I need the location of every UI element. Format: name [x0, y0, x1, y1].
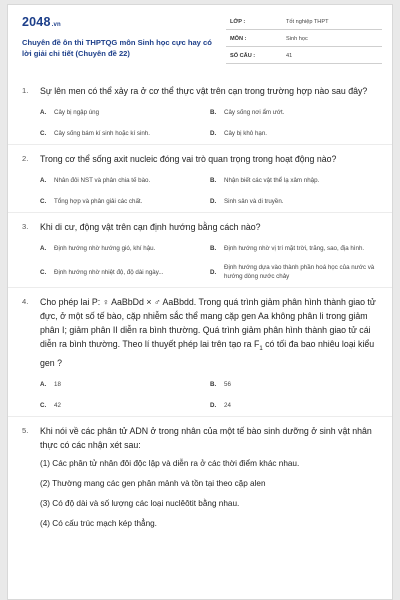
option-text: Định hướng nhờ hướng gió, khí hậu.	[54, 245, 156, 252]
question-number: 2.	[22, 154, 29, 163]
option-letter: A.	[40, 109, 47, 116]
option-letter: C.	[40, 401, 47, 409]
option-letter: B.	[210, 177, 217, 184]
question-1	[8, 77, 392, 144]
option-b[interactable]	[210, 244, 380, 253]
question-5	[8, 416, 392, 544]
option-letter: C.	[40, 198, 47, 205]
meta-grade	[226, 16, 382, 30]
question-text: Trong cơ thể sống axit nucleic đóng vai trò quan trọng trong hoạt động nào?	[40, 154, 337, 164]
option-b[interactable]	[210, 380, 380, 389]
meta-subject	[226, 33, 382, 47]
option-c[interactable]	[40, 401, 210, 410]
statement-4: (4) Có cấu trúc mạch kép thẳng.	[40, 518, 157, 528]
question-3	[8, 212, 392, 287]
statement-1: (1) Các phân tử nhân đôi độc lập và diễn ra ở các thời điểm khác nhau.	[40, 458, 300, 468]
meta-value: Tốt nghiệp THPT	[286, 19, 329, 25]
question-text: Khi nói về các phân tử ADN ở trong nhân của một tế bào sinh dưỡng ở sinh vật nhân thực có các nhận xét sau:	[40, 425, 372, 450]
meta-key: LỚP :	[230, 19, 246, 25]
option-letter: D.	[210, 401, 217, 409]
option-a[interactable]	[40, 244, 210, 253]
option-text: Sinh sản và di truyền.	[224, 198, 284, 205]
option-text: Định hướng nhờ vị trí mặt trời, trăng, sao, địa hình.	[224, 245, 365, 252]
meta-key: SỐ CÂU :	[230, 53, 256, 59]
option-letter: D.	[210, 198, 217, 205]
option-letter: D.	[210, 268, 217, 276]
meta-value: 41	[286, 53, 293, 59]
option-text: 56	[224, 380, 231, 388]
option-letter: B.	[210, 109, 217, 116]
meta-question-count	[226, 50, 382, 64]
option-d[interactable]	[210, 401, 380, 410]
option-a[interactable]	[40, 380, 210, 389]
option-list	[40, 380, 380, 410]
option-d[interactable]	[210, 263, 380, 281]
site-logo[interactable]	[22, 15, 61, 29]
question-text-part: có tối đa bao nhiêu loại kiểu gen ?	[40, 339, 375, 368]
option-letter: A.	[40, 245, 47, 252]
option-text: Cây bị ngập úng	[54, 109, 100, 116]
option-text: Định hướng dựa vào thành phần hoá học của nước và hướng dòng nước chảy	[224, 264, 375, 280]
statement-3: (3) Có độ dài và số lượng các loại nuclêôtit bằng nhau.	[40, 498, 240, 508]
option-a[interactable]	[40, 176, 210, 185]
option-text: Tổng hợp và phân giải các chất.	[54, 198, 143, 205]
question-list	[8, 77, 392, 544]
option-c[interactable]	[40, 129, 210, 138]
question-number: 5.	[22, 425, 29, 435]
document-header	[8, 5, 392, 65]
document-page	[7, 4, 393, 600]
option-b[interactable]	[210, 108, 380, 117]
option-letter: A.	[40, 177, 47, 184]
option-letter: B.	[210, 245, 217, 252]
option-text: Nhân đôi NST và phân chia tế bào.	[54, 177, 151, 184]
option-text: Cây sống nơi ẩm ướt.	[224, 109, 285, 116]
statement-list	[40, 458, 380, 530]
option-c[interactable]	[40, 197, 210, 206]
meta-value: Sinh học	[286, 36, 308, 42]
option-letter: C.	[40, 130, 47, 137]
question-text: Khi di cư, động vật trên cạn định hướng bằng cách nào?	[40, 222, 261, 232]
option-letter: C.	[40, 268, 47, 276]
option-text: 24	[224, 401, 231, 409]
question-text	[40, 295, 380, 370]
option-d[interactable]	[210, 197, 380, 206]
option-letter: B.	[210, 380, 217, 388]
question-number: 1.	[22, 86, 29, 95]
option-text: Cây sống bám kí sinh hoặc kí sinh.	[54, 130, 150, 137]
option-text: 18	[54, 380, 61, 388]
document-meta	[226, 16, 382, 67]
question-number: 4.	[22, 297, 29, 306]
option-list	[40, 108, 380, 138]
option-letter: A.	[40, 380, 47, 388]
question-number: 3.	[22, 222, 29, 231]
logo-tld: .vn	[51, 22, 61, 28]
question-text-part: Cho phép lai P: ♀ AaBbDd × ♂ AaBbdd. Trong quá trình giảm phân hình thành giao tử đực, ở một số tế bào, cặp nhiễm sắc thể mang cặp gen Aa không phân li trong giảm phân I; giảm phân II diễn ra bình thường. Quá trình giảm phân hình thành giao tử cái diễn ra bình thường. Theo lí thuyết phép lai trên tạo ra F	[40, 297, 376, 349]
option-text: 42	[54, 401, 61, 409]
option-text: Cây bị khô hạn.	[224, 130, 267, 137]
logo-text: 2048	[22, 15, 51, 29]
option-d[interactable]	[210, 129, 380, 138]
option-a[interactable]	[40, 108, 210, 117]
option-letter: D.	[210, 130, 217, 137]
document-title: Chuyên đề ôn thi THPTQG môn Sinh học cực hay có lời giải chi tiết (Chuyên đề 22)	[22, 38, 212, 58]
option-list	[40, 244, 380, 281]
subscript-text: 1	[259, 345, 263, 352]
option-list	[40, 176, 380, 206]
question-2	[8, 144, 392, 212]
meta-key: MÔN :	[230, 36, 247, 42]
question-4	[8, 287, 392, 416]
option-text: Nhận biết các vật thể lạ xâm nhập.	[224, 177, 320, 184]
statement-2: (2) Thường mang các gen phân mảnh và tồn tại theo cặp alen	[40, 478, 266, 488]
question-text: Sự lên men có thể xảy ra ở cơ thể thực vật trên cạn trong trường hợp nào sau đây?	[40, 86, 368, 96]
option-c[interactable]	[40, 263, 210, 281]
option-b[interactable]	[210, 176, 380, 185]
option-text: Định hướng nhờ nhiệt độ, độ dài ngày...	[54, 268, 164, 276]
